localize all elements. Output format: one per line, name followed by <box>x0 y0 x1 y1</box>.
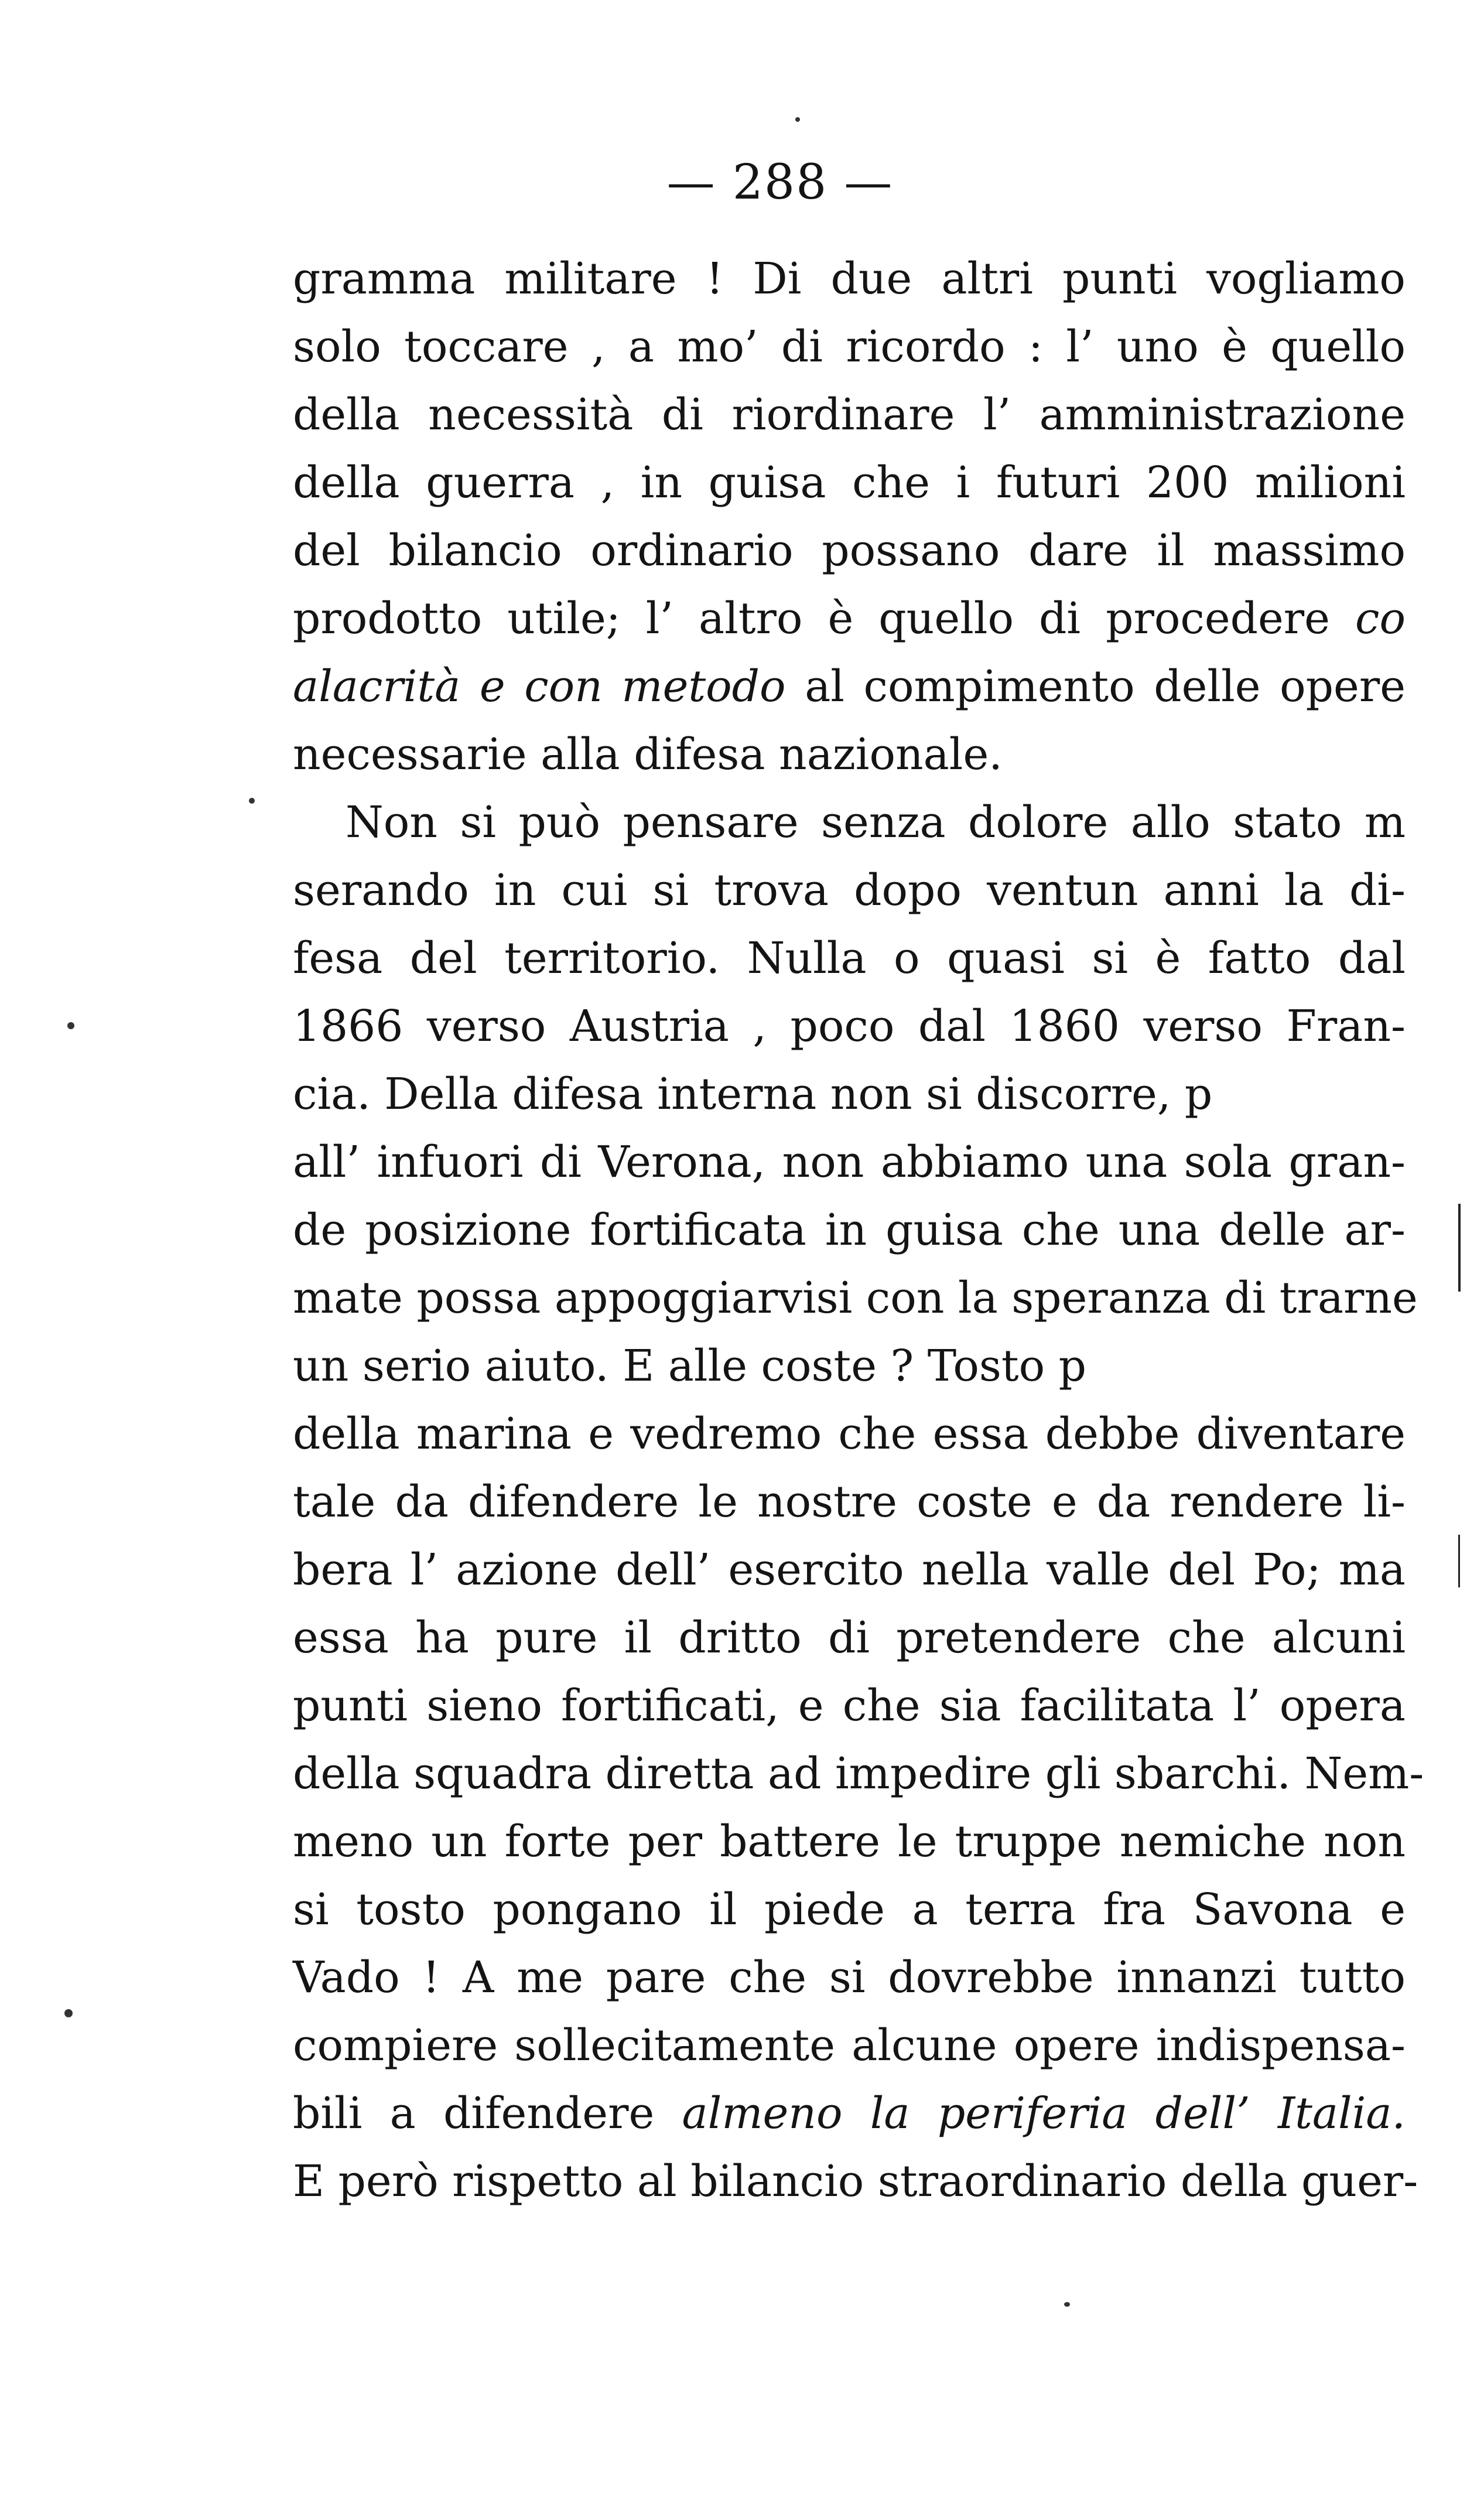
text-line: della guerra , in guisa che i futuri 200 milioni <box>293 457 1406 508</box>
text-line <box>293 2079 1406 2147</box>
text-line: fesa del territorio. Nulla o quasi si è fatto dal <box>293 933 1406 983</box>
scan-speck <box>249 798 255 804</box>
text-run: bili a difendere <box>293 2088 682 2139</box>
text-line: compiere sollecitamente alcune opere indispensa- <box>293 2020 1406 2071</box>
text-line: si tosto pongano il piede a terra fra Savona e <box>293 1884 1406 1935</box>
text-line: all’ infuori di Verona, non abbiamo una sola gran- <box>293 1137 1406 1187</box>
page-number: — 288 — <box>666 155 894 210</box>
text-line: della necessità di riordinare l’ amministrazione <box>293 390 1406 440</box>
text-line: un serio aiuto. E alle coste ? Tosto p <box>293 1341 1087 1391</box>
text-line: punti sieno fortificati, e che sia facilitata l’ opera <box>293 1681 1406 1731</box>
italic-text: alacrità e con metodo <box>293 661 786 712</box>
text-line: E però rispetto al bilancio straordinario della guer- <box>293 2156 1418 2207</box>
margin-mark <box>1458 1204 1461 1292</box>
text-line: gramma militare ! Di due altri punti vogliamo <box>293 254 1406 304</box>
text-line: tale da difendere le nostre coste e da rendere li- <box>293 1477 1406 1527</box>
italic-text: almeno la periferia dell’ Italia. <box>682 2088 1406 2139</box>
text-line: della marina e vedremo che essa debbe diventare <box>293 1409 1406 1459</box>
text-line: mate possa appoggiarvisi con la speranza di trarne <box>293 1273 1418 1323</box>
text-line: della squadra diretta ad impedire gli sbarchi. Nem- <box>293 1748 1424 1799</box>
scan-speck <box>795 117 800 122</box>
paragraph-first-line: Non si può pensare senza dolore allo stato m <box>346 797 1406 848</box>
text-line: essa ha pure il dritto di pretendere che alcuni <box>293 1613 1406 1663</box>
text-line: meno un forte per battere le truppe nemiche non <box>293 1816 1406 1867</box>
scan-speck <box>67 1022 74 1029</box>
text-line: solo toccare , a mo’ di ricordo : l’ uno è quello <box>293 322 1406 372</box>
text-line: del bilancio ordinario possano dare il massimo <box>293 525 1406 576</box>
text-line: cia. Della difesa interna non si discorre, p <box>293 1069 1213 1119</box>
text-run: al compimento delle opere <box>785 661 1406 712</box>
text-run: prodotto utile; l’ altro è quello di procedere <box>293 593 1355 644</box>
body-text <box>293 245 1424 2215</box>
text-line: bera l’ azione dell’ esercito nella valle del Po; ma <box>293 1545 1406 1595</box>
text-line <box>293 585 1406 653</box>
scan-speck <box>1064 2302 1070 2307</box>
margin-mark <box>1458 1535 1460 1587</box>
text-line <box>293 653 1406 720</box>
scan-speck <box>64 2009 73 2017</box>
text-line: serando in cui si trova dopo ventun anni la di- <box>293 865 1406 916</box>
text-line: 1866 verso Austria , poco dal 1860 verso Fran- <box>293 1001 1406 1051</box>
text-line: necessarie alla difesa nazionale. <box>293 729 1003 780</box>
text-line: de posizione fortificata in guisa che una delle ar- <box>293 1205 1406 1255</box>
text-line: Vado ! A me pare che si dovrebbe innanzi tutto <box>293 1952 1406 2003</box>
italic-text: co <box>1355 593 1406 644</box>
